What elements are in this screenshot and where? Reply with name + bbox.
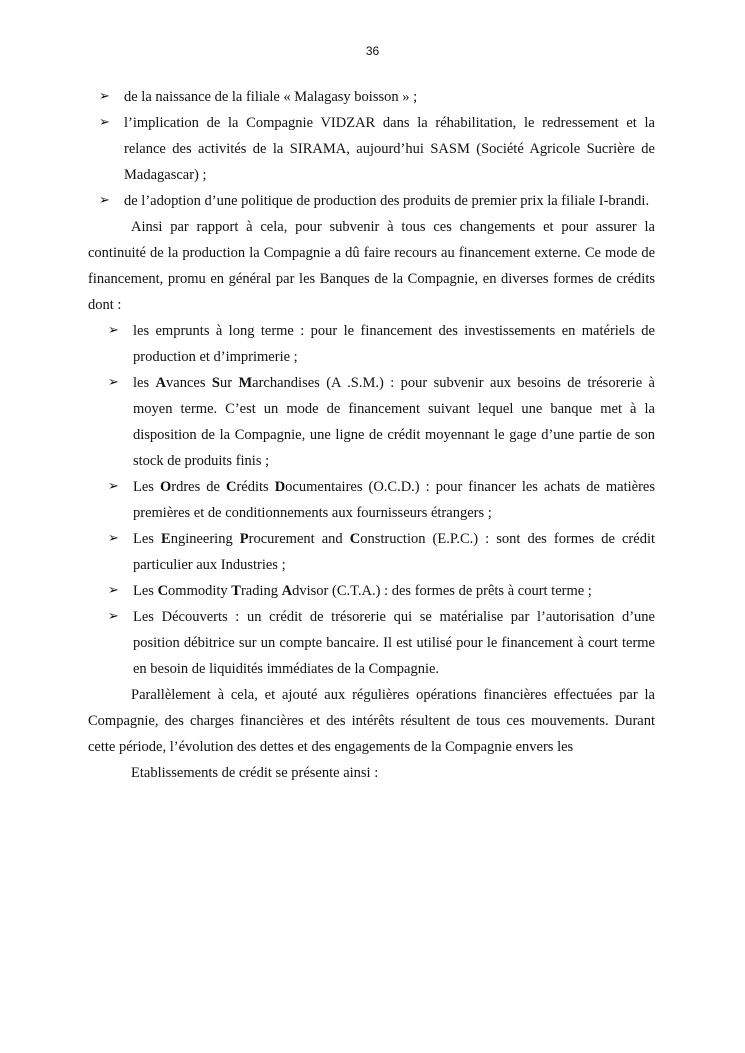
arrow-bullet-icon: ➢ (108, 323, 119, 338)
arrow-bullet-icon: ➢ (99, 193, 110, 208)
arrow-bullet-icon: ➢ (99, 115, 110, 130)
list-item: ➢ Les Commodity Trading Advisor (C.T.A.) : des formes de prêts à court terme ; (88, 578, 655, 604)
paragraph: Parallèlement à cela, et ajouté aux régulières opérations financières effectuées par la Compagnie, des charges financières et des intérêts résultent de tous ces mouvements. Durant cette période, l’évolution des dettes et des engagements de la Compagnie envers les (88, 687, 655, 755)
arrow-bullet-icon: ➢ (108, 609, 119, 624)
list-item: ➢ l’implication de la Compagnie VIDZAR dans la réhabilitation, le redressement et la relance des activités de la SIRAMA, aujourd’hui SASM (Société Agricole Sucrière de Madagascar) ; (88, 110, 655, 188)
arrow-bullet-icon: ➢ (99, 89, 110, 104)
paragraph: Ainsi par rapport à cela, pour subvenir à tous ces changements et pour assurer la continuité de la production la Compagnie a dû faire recours au financement externe. Ce mode de financement, promu en général par les Banques de la Compagnie, en diverses formes de crédits dont : (88, 219, 655, 313)
credit-forms-list (88, 318, 655, 682)
arrow-bullet-icon: ➢ (108, 479, 119, 494)
list-item: ➢ les emprunts à long terme : pour le financement des investissements en matériels de production et d’imprimerie ; (88, 318, 655, 370)
document-body (88, 84, 655, 786)
paragraph: Etablissements de crédit se présente ainsi : (131, 765, 379, 781)
list-item: ➢ de la naissance de la filiale « Malagasy boisson » ; (88, 84, 655, 110)
list-item: ➢ Les Ordres de Crédits Documentaires (O.C.D.) : pour financer les achats de matières premières et de conditionnements aux fournisseurs étrangers ; (88, 474, 655, 526)
list-item: ➢ Les Engineering Procurement and Construction (E.P.C.) : sont des formes de crédit particulier aux Industries ; (88, 526, 655, 578)
arrow-bullet-icon: ➢ (108, 531, 119, 546)
arrow-bullet-icon: ➢ (108, 375, 119, 390)
events-list (88, 84, 655, 214)
list-item: ➢ Les Découverts : un crédit de trésorerie qui se matérialise par l’autorisation d’une position débitrice sur un compte bancaire. Il est utilisé pour le financement à court terme en besoin de liquidités immédiates de la Compagnie. (88, 604, 655, 682)
arrow-bullet-icon: ➢ (108, 583, 119, 598)
list-item: ➢ de l’adoption d’une politique de production des produits de premier prix la filiale I-brandi. (88, 188, 655, 214)
list-item: ➢ les Avances Sur Marchandises (A .S.M.) : pour subvenir aux besoins de trésorerie à moyen terme. C’est un mode de financement suivant lequel une banque met à la disposition de la Compagnie, une ligne de crédit moyennant le gage d’une partie de son stock de produits finis ; (88, 370, 655, 474)
page-number: 36 (365, 44, 380, 58)
